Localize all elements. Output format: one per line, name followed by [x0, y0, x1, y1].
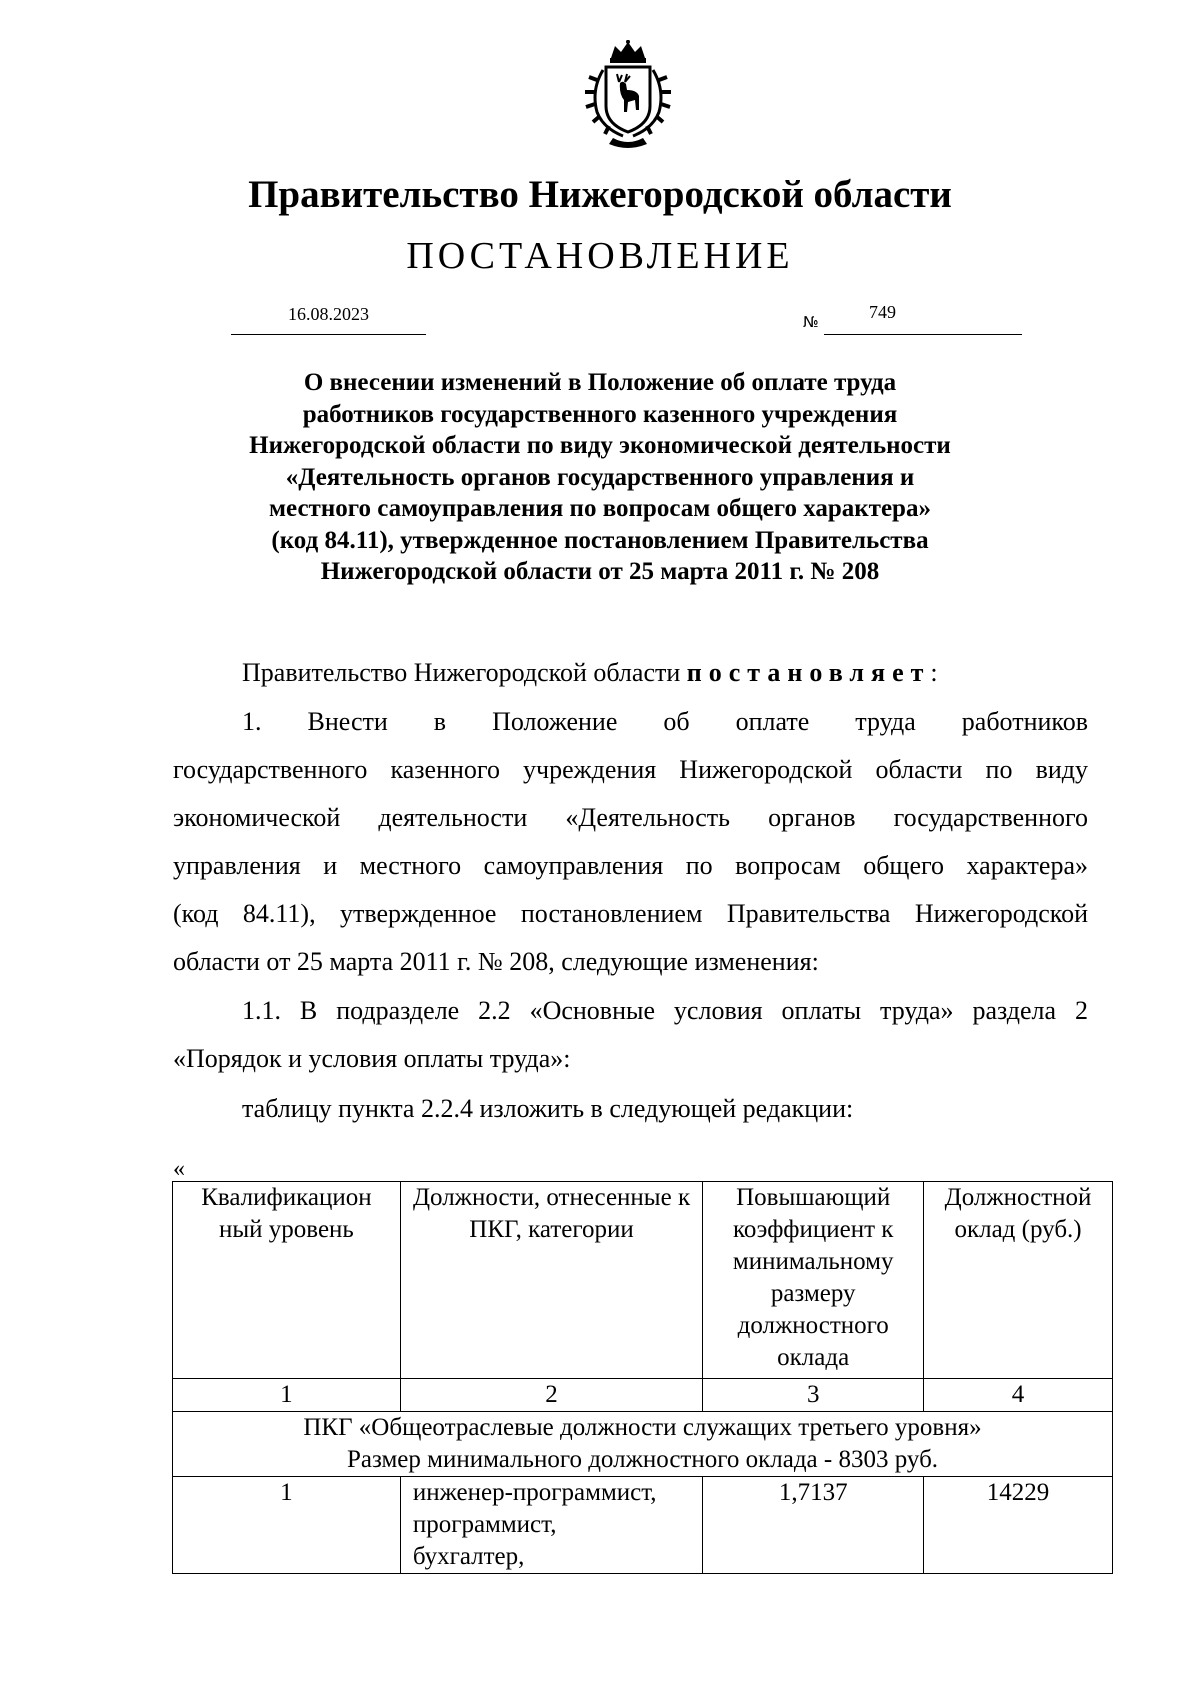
cell-salary: 14229 [924, 1477, 1113, 1574]
document-number: 749 [869, 302, 896, 322]
intro-prefix: Правительство Нижегородской области [242, 658, 687, 687]
group-header-cell [173, 1412, 1113, 1477]
group-min-salary: Размер минимального должностного оклада - 8303 руб. [346, 1446, 939, 1473]
paragraph-1-line: 1. Внести в Положение об оплате труда работников [242, 707, 1088, 736]
intro-verb: постановляет [686, 658, 931, 687]
document-number-field [824, 299, 1022, 335]
paragraph-1-line: экономической деятельности «Деятельность органов государственного [173, 803, 1088, 832]
paragraph-1-line: области от 25 марта 2011 г. № 208, следующие изменения: [173, 947, 819, 976]
column-number: 1 [173, 1379, 401, 1412]
position-item: инженер-программист, [412, 1479, 657, 1506]
subject-line: (код 84.11), утвержденное постановлением Правительства [271, 526, 929, 554]
subject-line: работников государственного казенного учреждения [302, 400, 898, 428]
paragraph-1-1-line: «Порядок и условия оплаты труда»: [173, 1044, 571, 1073]
column-number-row [173, 1379, 1113, 1412]
paragraph-1-line: (код 84.11), утвержденное постановлением Правительства Нижегородской [173, 899, 1088, 928]
cell-positions [400, 1477, 702, 1574]
position-item: программист, [412, 1511, 557, 1538]
subject-line: Нижегородской области по виду экономической деятельности [249, 432, 951, 459]
intro-suffix: : [930, 658, 938, 687]
paragraph-1-line: управления и местного самоуправления по вопросам общего характера» [173, 851, 1088, 880]
cell-level: 1 [173, 1477, 401, 1574]
subject-line: Нижегородской области от 25 марта 2011 г. № 208 [320, 558, 880, 585]
number-sign: № [803, 313, 819, 331]
document-date: 16.08.2023 [288, 304, 369, 324]
subject-line: О внесении изменений в Положение об оплате труда [303, 369, 897, 396]
cell-coefficient: 1,7137 [703, 1477, 924, 1574]
group-title: ПКГ «Общеотраслевые должности служащих третьего уровня» [303, 1414, 982, 1441]
document-subject [200, 367, 1000, 588]
header-positions: Должности, отнесенные к ПКГ, категории [400, 1182, 702, 1379]
opening-quote: « [173, 1156, 185, 1182]
document-type: ПОСТАНОВЛЕНИЕ [406, 235, 794, 277]
table-row [173, 1477, 1113, 1574]
paragraph-1-line: государственного казенного учреждения Нижегородской области по виду [173, 755, 1088, 784]
salary-table [172, 1181, 1113, 1574]
table-intro-line: таблицу пункта 2.2.4 изложить в следующей редакции: [242, 1094, 854, 1123]
subject-line: местного самоуправления по вопросам общего характера» [269, 495, 931, 522]
column-number: 3 [703, 1379, 924, 1412]
position-item: бухгалтер, [412, 1543, 525, 1570]
government-title: Правительство Нижегородской области [248, 173, 952, 216]
document-date-field [231, 301, 426, 335]
intro-line [242, 658, 1088, 688]
subject-line: «Деятельность органов государственного управления и [285, 463, 915, 491]
paragraph-1-1-line: 1.1. В подразделе 2.2 «Основные условия оплаты труда» раздела 2 [242, 996, 1088, 1025]
column-number: 2 [400, 1379, 702, 1412]
header-coefficient: Повышающий коэффициент к минимальному размеру должностного оклада [703, 1182, 924, 1379]
nizhny-novgorod-coat-of-arms-icon [573, 40, 683, 152]
column-number: 4 [924, 1379, 1113, 1412]
group-header-row [173, 1412, 1113, 1477]
header-salary: Должностной оклад (руб.) [924, 1182, 1113, 1379]
header-qualification-level: Квалификацион ный уровень [173, 1182, 401, 1379]
table-header-row [173, 1182, 1113, 1379]
